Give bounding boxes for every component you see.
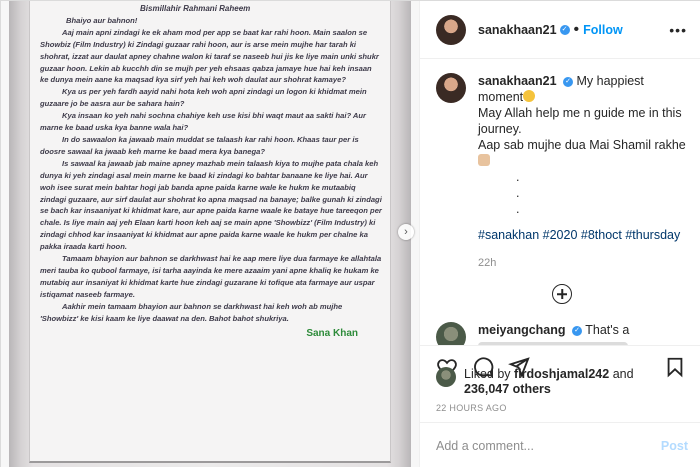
post-image[interactable] (1, 1, 419, 467)
caption-line3: Aap sab mujhe dua Mai Shamil rakhe (478, 138, 686, 152)
letter-paragraph: Kya us per yeh fardh aayid nahi hota keh woh apni zindagi un logon ki khidmat mein guzaare jo be aasra aur be sahara hain? (40, 87, 367, 109)
avatar[interactable] (436, 322, 466, 345)
caption-line2: May Allah help me n guide me in this journey. (478, 106, 682, 136)
praying-hands-emoji-icon (478, 154, 490, 166)
letter-title: Bismillahir Rahmani Raheem (140, 4, 251, 13)
next-image-button[interactable] (398, 224, 414, 240)
letter-paragraph: Aaj main apni zindagi ke ek aham mod per app se baat kar rahi hoon. Main saalon se Showbiz (Film Industry) ki Zindagi guzaar rahi hoon, aur is arse mein mujhe har tarah ki shohrat, izzat aur daulat apney chahne walon ki taraf se naseeb hui jis ke liye main unki shukr guzaar hoon. Lekin ab kucchh din se mujh per yeh ehsaas qabza jamaye hue hai keh insaan ke dunya mein aane ka maqsad kya sirf yeh hai keh woh daulat aur shohrat kamaye? (40, 27, 379, 85)
comment-username[interactable]: meiyangchang (478, 323, 566, 337)
letter-signature: Sana Khan (306, 328, 358, 340)
avatar[interactable] (436, 15, 466, 45)
likes-text (464, 367, 634, 397)
likes-count[interactable]: 236,047 others (464, 382, 551, 396)
caption-dots: . . . (516, 170, 520, 216)
letter-paragraph: Kya insaan ko yeh nahi sochna chahiye keh use kisi bhi waqt maut aa sakti hai? Aur marne ke baad uska kya banne wala hai? (40, 111, 366, 133)
avatar[interactable] (436, 73, 466, 103)
likes-user[interactable]: firdoshjamal242 (514, 367, 610, 381)
letter-paragraph: Is sawaal ka jawaab jab maine apney mazhab mein talaash kiya to mujhe pata chala keh dunya ki yeh zindagi asal mein marne ke baad ki zindagi ko bahtar banaane ke liye hai. Aur woh isee surat mein bahtar hogi jab banda apne paida karne wale ke hukm ke mutaabiq zindagi guzaare, aur sirf daulat aur shohrat ko apna maqsad na banaye; balke gunah ki zindagi se bach kar insaaniyat ki khidmat kare, aur apne paida karne waale ke bataye hue tareeqon per chale. Is liye main aaj yeh Elaan karti hoon keh aaj se main apne 'Showbizz' (Film Industry) ki zindagi chhod kar insaaniyat ki khidmat aur apne paida karne waale ke hukm per chalne ka pakka iraada karti hoon. (40, 158, 382, 252)
follow-button[interactable]: Follow (583, 22, 623, 37)
smile-emoji-icon (523, 90, 535, 102)
letter-paragraph: In do sawaalon ka jawaab main muddat se talaash kar rahi hoon. Khaas taur per is doosre sawaal ka jwaab keh marne ke baad mera kya banega? (40, 134, 359, 156)
caption-time: 22h (478, 257, 497, 269)
caption-body (478, 73, 688, 271)
list-item (436, 322, 688, 345)
likes-summary (420, 367, 700, 397)
letter-document (29, 1, 391, 463)
post-image-card (9, 1, 411, 467)
letter-greeting: Bhaiyo aur bahnon! (66, 15, 138, 25)
verified-badge-icon: ✓ (560, 25, 570, 35)
add-comment-bar (420, 422, 700, 467)
post-details-panel (419, 1, 700, 467)
likes-middle: and (609, 367, 634, 381)
caption-line1: My happiest moment (478, 74, 644, 104)
likes-prefix: Liked by (464, 367, 515, 381)
letter-paragraph: Aakhir mein tamaam bhayion aur bahnon se darkhwast hai keh woh ab mujhe 'Showbizz' ke kisi kaam ke liye daawat na den. Bahot bahot shukriya. (40, 301, 343, 323)
comment-text: That's a (585, 323, 630, 337)
verified-badge-icon: ✓ (563, 77, 573, 87)
avatar[interactable] (436, 367, 456, 387)
caption-hashtags[interactable]: #sanakhan #2020 #8thoct #thursday (478, 228, 681, 242)
comment-body (478, 322, 629, 345)
chevron-right-icon: › (404, 225, 408, 238)
caption (436, 73, 688, 271)
header-username[interactable]: sanakhaan21 (478, 22, 557, 37)
caption-username[interactable]: sanakhaan21 (478, 74, 557, 88)
comments-list[interactable] (420, 59, 700, 345)
more-options-icon[interactable]: ••• (669, 21, 687, 38)
load-more-comments-icon[interactable] (552, 284, 572, 304)
post-button[interactable]: Post (660, 438, 688, 453)
comment-input[interactable] (436, 439, 661, 453)
letter-paragraph: Tamaam bhayion aur bahnon se darkhwast hai ke aap mere liye dua farmaye ke allahtala meri tauba ko qubool farmaye, isi tarha aayinda ke mere azaaim yani apne khaliq ke hukam ke mutabiq aur insaniyat ki khidmat karte hue zindagi guzarane ki tofique ata farmaye aur uspar istiqamat naseeb farmaye. (40, 254, 382, 299)
separator-dot: • (573, 20, 580, 38)
posted-time[interactable]: 22 HOURS AGO (436, 403, 507, 413)
verified-badge-icon: ✓ (572, 326, 582, 336)
post-header (420, 1, 700, 59)
